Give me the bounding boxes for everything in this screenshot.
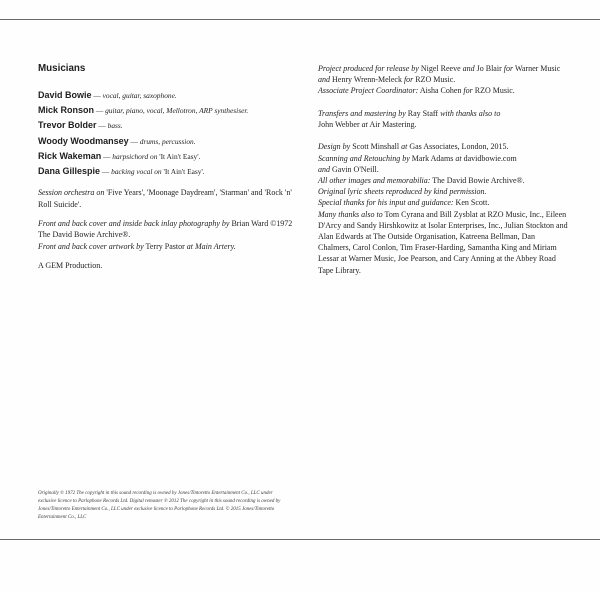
- design-credits: [318, 141, 568, 275]
- musician-row: [38, 164, 303, 179]
- musician-name: Mick Ronson: [38, 105, 95, 116]
- archive-name: The David Bowie Archive®.: [432, 176, 525, 185]
- thanks-body: Tom Cyrana and Bill Zysblat at RZO Music, Inc., Eileen D'Arcy and Sandy Hirshkowitz at Isolar Enterprises, Inc., Julian Stockton and Alan Edwards at The Outside Organisation, Katreena Bellman, Dan Chalmers, Carol Conlon, Tim Fraser-Harding, Samantha King and Miriam Lessar at Warner Music, Joe Pearson, and Cary Anning at the Abbey Road Tape Library.: [318, 209, 568, 275]
- right-column: [318, 63, 568, 287]
- musician-dash: —: [96, 121, 108, 131]
- scanner-2: Gavin O'Neill.: [332, 164, 379, 174]
- coordinator-label: Associate Project Coordinator:: [318, 86, 419, 96]
- musician-dash: —: [91, 91, 103, 100]
- thanks-label: with thanks also to: [440, 108, 501, 118]
- musician-role: drums, percussion.: [139, 136, 196, 146]
- scanner-site: davidbowie.com: [463, 153, 517, 163]
- musician-note: 'It Ain't Easy'.: [159, 151, 201, 161]
- for-text: for: [403, 75, 414, 85]
- musician-dash: —: [100, 167, 112, 177]
- coordinator-name: Aisha Cohen: [419, 86, 462, 96]
- transfers-name: Ray Staff: [407, 108, 439, 118]
- company-2: RZO Music.: [415, 75, 456, 85]
- artwork-label: Front and back cover artwork by: [38, 241, 144, 251]
- photo-credit: Brian Ward ©1972 The David Bowie Archive®.: [38, 219, 293, 240]
- company-1: Warner Music: [514, 64, 561, 73]
- for-text: for: [463, 86, 473, 96]
- images-label: All other images and memorabilia:: [318, 176, 431, 185]
- photography-credit: [38, 218, 303, 252]
- top-rule: [0, 19, 600, 20]
- and-text: and: [318, 75, 330, 85]
- at-text: at: [455, 153, 462, 163]
- gem-production: A GEM Production.: [38, 261, 103, 271]
- musician-row: [38, 103, 303, 118]
- musician-row: [38, 118, 303, 133]
- scanner-1: Mark Adams: [411, 153, 454, 163]
- producer-2: Jo Blair: [476, 64, 502, 73]
- transfers-label: Transfers and mastering by: [318, 108, 406, 118]
- musician-note: 'It Ain't Easy'.: [163, 167, 205, 177]
- left-column: [38, 63, 303, 272]
- musician-role: vocal, guitar, saxophone.: [102, 91, 177, 100]
- mastering-credits: [318, 108, 568, 130]
- musician-role: backing vocal on: [111, 167, 162, 177]
- musician-dash: —: [101, 151, 113, 161]
- scanning-label: Scanning and Retouching by: [318, 153, 410, 163]
- session-label: Session orchestra on: [38, 188, 105, 198]
- musician-row: [38, 88, 303, 103]
- and-text: and: [462, 64, 475, 73]
- company-3: RZO Music.: [474, 86, 515, 96]
- design-company: Gas Associates, London, 2015.: [409, 142, 509, 152]
- for-text: for: [503, 64, 514, 73]
- and-text: and: [318, 164, 330, 174]
- musician-list: [38, 88, 303, 179]
- artwork-at: at: [186, 241, 193, 251]
- session-songs: 'Five Years', 'Moonage Daydream', 'Starman' and 'Rock 'n' Roll Suicide'.: [38, 188, 292, 209]
- musician-role: bass.: [107, 121, 123, 131]
- bottom-rule: [0, 539, 600, 540]
- musicians-heading: Musicians: [38, 63, 86, 74]
- studio-name: Air Mastering.: [369, 120, 417, 129]
- many-thanks-label: Many thanks also to: [318, 209, 383, 219]
- artwork-name: Terry Pastor: [145, 241, 185, 251]
- producer-1: Nigel Reeve: [420, 64, 461, 73]
- session-orchestra-credit: [38, 187, 303, 210]
- musician-name: Woody Woodmansey: [38, 135, 129, 146]
- musician-name: Dana Gillespie: [38, 166, 101, 177]
- design-label: Design by: [318, 142, 351, 152]
- musician-name: Rick Wakeman: [38, 150, 102, 161]
- legal-copyright-notice: Originally ℗ 1972 The copyright in this sound recording is owned by Jones/Tintoretto Entertainment Co., LLC under exclusive licence to Parlophone Records Ltd. Digital remaster ℗ 2012 The copyright in this sound recording is owned by Jones/Tintoretto Entertainment Co., LLC under exclusive licence to Parlophone Records Ltd. © 2015 Jones/Tintoretto Entertainment Co., LLC: [38, 491, 281, 520]
- at-text: at: [401, 142, 408, 152]
- musician-role: harpsichord on: [112, 151, 158, 161]
- thanks-name: John Webber: [318, 120, 360, 129]
- musician-dash: —: [128, 136, 140, 146]
- musician-dash: —: [94, 106, 106, 116]
- produced-label: Project produced for release by: [318, 64, 419, 73]
- musician-name: Trevor Bolder: [38, 120, 97, 131]
- photo-label: Front and back cover and inside back inlay photography by: [38, 219, 230, 229]
- artwork-company: Main Artery.: [195, 241, 236, 251]
- production-credits: [318, 63, 568, 97]
- producer-3: Henry Wrenn-Meleck: [332, 75, 402, 85]
- special-name: Ken Scott.: [455, 198, 490, 208]
- musician-name: David Bowie: [38, 90, 92, 100]
- special-label: Special thanks for his input and guidance:: [318, 198, 454, 208]
- musician-row: [38, 134, 303, 149]
- designer-name: Scott Minshall: [352, 142, 400, 152]
- lyric-note: Original lyric sheets reproduced by kind permission.: [318, 187, 487, 197]
- musician-role: guitar, piano, vocal, Mellotron, ARP synthesiser.: [105, 106, 249, 116]
- musician-row: [38, 149, 303, 164]
- at-text: at: [361, 120, 368, 129]
